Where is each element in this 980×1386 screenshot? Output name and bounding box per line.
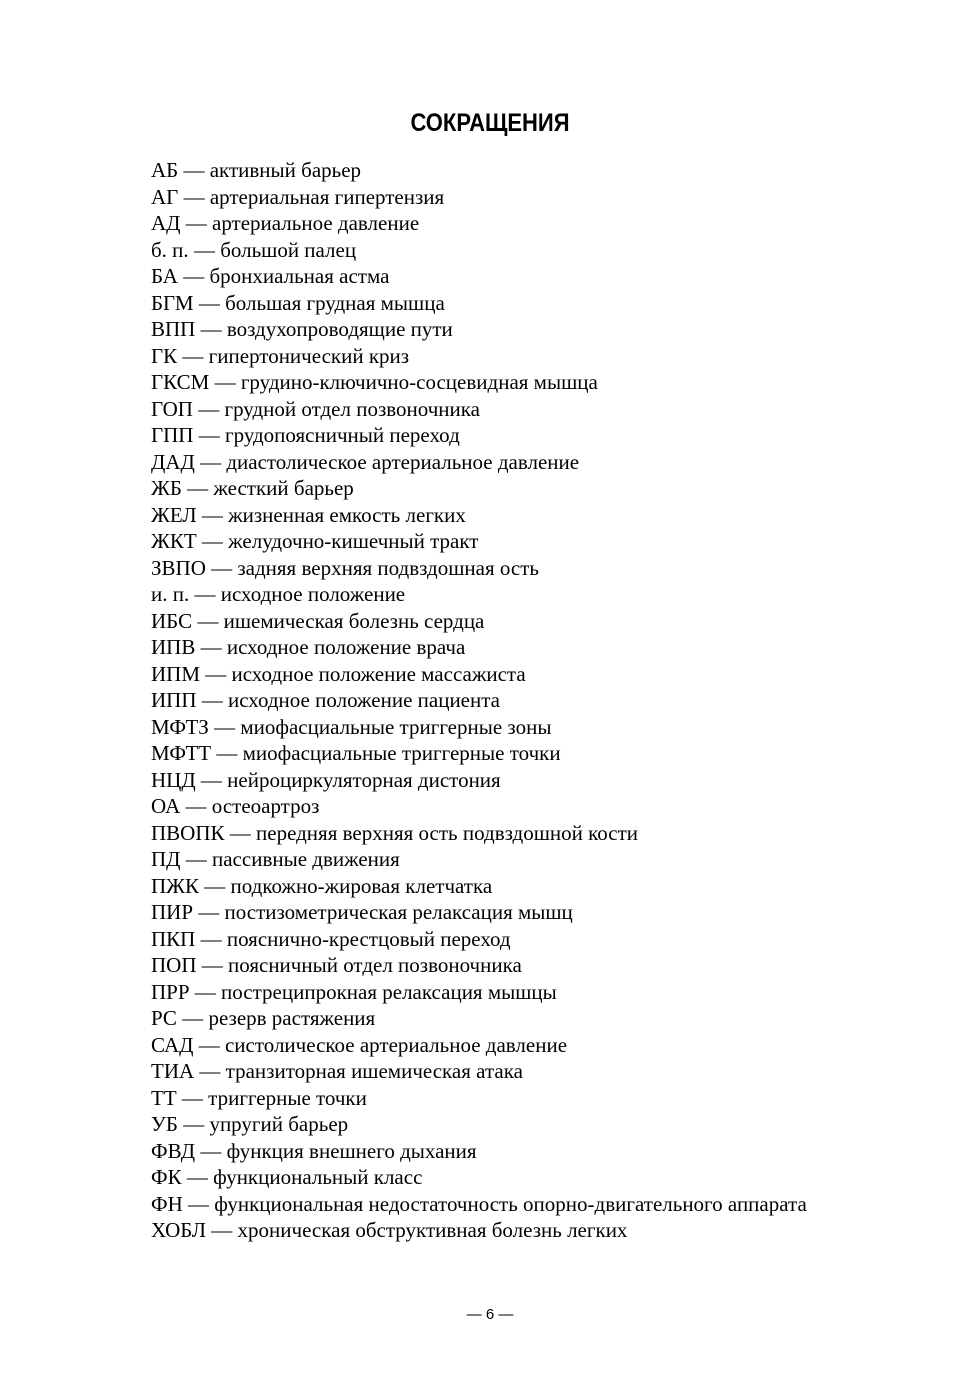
abbreviation-entry xyxy=(151,1058,951,1085)
abbreviation-entry xyxy=(151,926,951,953)
abbreviation-term: ПРР xyxy=(151,979,190,1004)
abbreviation-entry xyxy=(151,449,951,476)
abbreviation-meaning: постизометрическая релаксация мышц xyxy=(224,900,573,924)
abbreviation-meaning: остеоартроз xyxy=(211,794,320,818)
abbreviation-separator: — xyxy=(198,900,220,924)
abbreviation-term: ПВОПК xyxy=(151,820,225,845)
abbreviation-term: ГКСМ xyxy=(151,370,210,394)
abbreviation-entry xyxy=(151,820,951,847)
abbreviation-entry xyxy=(151,263,951,290)
abbreviation-meaning: подкожно-жировая клетчатка xyxy=(230,873,493,898)
abbreviation-term: ЖБ xyxy=(151,476,182,500)
abbreviation-separator: — xyxy=(182,1006,204,1030)
abbreviation-entry xyxy=(151,1085,951,1112)
abbreviation-meaning: миофасциальные триггерные точки xyxy=(242,741,561,765)
abbreviation-term: ЖЕЛ xyxy=(151,502,197,527)
abbreviation-meaning: исходное положение массажиста xyxy=(231,661,526,686)
abbreviation-term: ХОБЛ xyxy=(151,1218,207,1242)
page-title: СОКРАЩЕНИЯ xyxy=(410,108,570,137)
abbreviation-term: ВПП xyxy=(151,317,196,341)
abbreviation-term: НЦД xyxy=(151,767,196,792)
abbreviation-entry xyxy=(151,1217,951,1244)
abbreviation-meaning: пассивные движения xyxy=(212,847,400,871)
abbreviation-meaning: грудопоясничный переход xyxy=(224,423,460,447)
abbreviation-meaning: пояснично-крестцовый переход xyxy=(226,926,511,951)
abbreviation-term: ЖКТ xyxy=(151,529,197,553)
abbreviation-separator: — xyxy=(201,688,223,712)
abbreviation-meaning: диастолическое артериальное давление xyxy=(226,449,580,474)
abbreviation-term: ИПП xyxy=(151,688,197,712)
abbreviation-term: БГМ xyxy=(151,290,194,315)
abbreviation-meaning: жизненная емкость легких xyxy=(228,502,466,527)
abbreviation-entry xyxy=(151,581,951,608)
abbreviation-meaning: хроническая обструктивная болезнь легких xyxy=(237,1218,628,1242)
abbreviation-term: ФН xyxy=(151,1191,183,1216)
abbreviation-term: ТИА xyxy=(151,1059,195,1083)
abbreviation-entry xyxy=(151,979,951,1006)
abbreviation-entry xyxy=(151,767,951,794)
abbreviation-term: ГОП xyxy=(151,396,193,421)
abbreviation-meaning: систолическое артериальное давление xyxy=(224,1032,568,1057)
abbreviation-entry xyxy=(151,793,951,820)
abbreviation-separator: — xyxy=(185,211,207,235)
abbreviation-meaning: исходное положение xyxy=(220,582,406,606)
abbreviation-term: ПИР xyxy=(151,900,194,924)
abbreviation-entry xyxy=(151,157,951,184)
abbreviation-entry xyxy=(151,608,951,635)
abbreviation-entry xyxy=(151,555,951,582)
abbreviation-meaning: миофасциальные триггерные зоны xyxy=(240,714,552,739)
abbreviation-meaning: резерв растяжения xyxy=(208,1006,376,1030)
abbreviation-meaning: воздухопроводящие пути xyxy=(226,317,453,341)
abbreviation-separator: — xyxy=(204,873,226,898)
abbreviation-separator: — xyxy=(216,741,238,765)
abbreviation-term: ГК xyxy=(151,343,178,368)
page-number: — 6 — xyxy=(466,1306,514,1323)
abbreviation-entry xyxy=(151,475,951,502)
abbreviation-meaning: большая грудная мышца xyxy=(225,290,445,315)
abbreviation-entry xyxy=(151,1005,951,1032)
abbreviation-separator: — xyxy=(183,158,205,182)
abbreviation-entry xyxy=(151,237,951,264)
abbreviation-separator: — xyxy=(200,767,222,792)
abbreviation-meaning: передняя верхняя ость подвздошной кости xyxy=(256,820,639,845)
abbreviation-term: ФВД xyxy=(151,1138,196,1163)
abbreviation-term: ПОП xyxy=(151,953,197,977)
abbreviation-meaning: функция внешнего дыхания xyxy=(226,1138,477,1163)
abbreviation-meaning: функциональный класс xyxy=(213,1165,423,1189)
abbreviation-term: б. п. xyxy=(151,237,189,262)
abbreviation-meaning: транзиторная ишемическая атака xyxy=(225,1059,523,1083)
abbreviation-separator: — xyxy=(194,979,216,1004)
abbreviation-entry xyxy=(151,396,951,423)
abbreviation-term: ПЖК xyxy=(151,873,199,898)
abbreviation-separator: — xyxy=(182,343,204,368)
abbreviation-separator: — xyxy=(186,1165,208,1189)
abbreviation-separator: — xyxy=(214,370,236,394)
abbreviation-meaning: задняя верхняя подвздошная ость xyxy=(237,555,539,580)
abbreviation-term: ГПП xyxy=(151,423,194,447)
abbreviation-meaning: триггерные точки xyxy=(208,1085,367,1110)
abbreviation-meaning: поясничный отдел позвоночника xyxy=(228,953,522,977)
abbreviation-term: АБ xyxy=(151,158,179,182)
abbreviation-separator: — xyxy=(185,847,207,871)
abbreviation-entry xyxy=(151,1111,951,1138)
abbreviation-entry xyxy=(151,502,951,529)
abbreviation-separator: — xyxy=(214,714,236,739)
abbreviation-separator: — xyxy=(187,476,209,500)
abbreviation-separator: — xyxy=(200,926,222,951)
abbreviation-term: МФТТ xyxy=(151,741,212,765)
abbreviation-meaning: постреципрокная релаксация мышцы xyxy=(221,979,557,1004)
abbreviation-separator: — xyxy=(183,184,205,209)
abbreviation-meaning: исходное положение пациента xyxy=(228,688,500,712)
abbreviation-meaning: грудной отдел позвоночника xyxy=(224,396,480,421)
abbreviation-entry xyxy=(151,210,951,237)
abbreviation-term: САД xyxy=(151,1032,194,1057)
abbreviation-entry xyxy=(151,290,951,317)
abbreviation-term: ОА xyxy=(151,794,181,818)
abbreviation-separator: — xyxy=(185,794,207,818)
abbreviation-separator: — xyxy=(211,1218,233,1242)
abbreviation-term: ЗВПО xyxy=(151,555,206,580)
abbreviation-separator: — xyxy=(199,1059,221,1083)
abbreviation-entry xyxy=(151,343,951,370)
abbreviation-meaning: грудино-ключично-сосцевидная мышца xyxy=(240,370,598,394)
abbreviation-list xyxy=(151,157,951,1244)
abbreviation-meaning: бронхиальная астма xyxy=(209,264,390,288)
abbreviation-entry xyxy=(151,634,951,661)
abbreviation-separator: — xyxy=(201,502,223,527)
abbreviation-separator: — xyxy=(229,820,251,845)
abbreviation-separator: — xyxy=(200,317,222,341)
abbreviation-entry xyxy=(151,661,951,688)
abbreviation-separator: — xyxy=(201,529,223,553)
abbreviation-term: УБ xyxy=(151,1112,178,1136)
abbreviation-entry xyxy=(151,1191,951,1218)
abbreviation-term: АГ xyxy=(151,184,179,209)
abbreviation-term: и. п. xyxy=(151,582,190,606)
abbreviation-term: ИПВ xyxy=(151,635,196,659)
abbreviation-separator: — xyxy=(188,1191,210,1216)
abbreviation-term: БА xyxy=(151,264,178,288)
abbreviation-term: ФК xyxy=(151,1165,182,1189)
abbreviation-separator: — xyxy=(197,608,219,633)
abbreviation-entry xyxy=(151,873,951,900)
abbreviation-entry xyxy=(151,846,951,873)
abbreviation-entry xyxy=(151,422,951,449)
abbreviation-entry xyxy=(151,184,951,211)
abbreviation-term: ПКП xyxy=(151,926,196,951)
abbreviation-separator: — xyxy=(200,1138,222,1163)
abbreviation-separator: — xyxy=(200,635,222,659)
abbreviation-meaning: исходное положение врача xyxy=(226,635,466,659)
abbreviation-entry xyxy=(151,952,951,979)
abbreviation-term: ИПМ xyxy=(151,661,201,686)
abbreviation-entry xyxy=(151,1032,951,1059)
abbreviation-separator: — xyxy=(181,1085,203,1110)
abbreviation-meaning: функциональная недостаточность опорно-двигательного аппарата xyxy=(214,1191,807,1216)
abbreviation-meaning: активный барьер xyxy=(209,158,362,182)
abbreviation-term: ИБС xyxy=(151,608,193,633)
abbreviation-separator: — xyxy=(200,449,222,474)
abbreviation-entry xyxy=(151,369,951,396)
abbreviation-entry xyxy=(151,1164,951,1191)
abbreviation-meaning: желудочно-кишечный тракт xyxy=(228,529,479,553)
abbreviation-meaning: нейроциркуляторная дистония xyxy=(227,767,501,792)
abbreviation-separator: — xyxy=(183,264,205,288)
abbreviation-separator: — xyxy=(198,1032,220,1057)
abbreviation-meaning: артериальная гипертензия xyxy=(209,184,445,209)
abbreviation-separator: — xyxy=(193,237,215,262)
abbreviation-entry xyxy=(151,316,951,343)
abbreviation-meaning: ишемическая болезнь сердца xyxy=(223,608,485,633)
abbreviation-separator: — xyxy=(183,1112,205,1136)
abbreviation-meaning: большой палец xyxy=(220,237,357,262)
abbreviation-term: ТТ xyxy=(151,1085,177,1110)
abbreviation-separator: — xyxy=(198,423,220,447)
abbreviation-entry xyxy=(151,1138,951,1165)
abbreviation-entry xyxy=(151,740,951,767)
abbreviation-entry xyxy=(151,528,951,555)
abbreviation-term: ПД xyxy=(151,847,181,871)
abbreviation-separator: — xyxy=(198,290,220,315)
abbreviation-separator: — xyxy=(194,582,216,606)
abbreviation-meaning: жесткий барьер xyxy=(213,476,354,500)
abbreviation-separator: — xyxy=(211,555,233,580)
abbreviation-entry xyxy=(151,714,951,741)
abbreviation-term: МФТЗ xyxy=(151,714,209,739)
abbreviation-separator: — xyxy=(201,953,223,977)
abbreviation-meaning: гипертонический криз xyxy=(208,343,410,368)
abbreviation-meaning: упругий барьер xyxy=(209,1112,349,1136)
abbreviation-term: РС xyxy=(151,1006,177,1030)
abbreviation-meaning: артериальное давление xyxy=(212,211,420,235)
abbreviation-term: АД xyxy=(151,211,181,235)
abbreviation-entry xyxy=(151,687,951,714)
abbreviation-separator: — xyxy=(198,396,220,421)
abbreviation-entry xyxy=(151,899,951,926)
abbreviation-term: ДАД xyxy=(151,449,195,474)
abbreviation-separator: — xyxy=(205,661,227,686)
